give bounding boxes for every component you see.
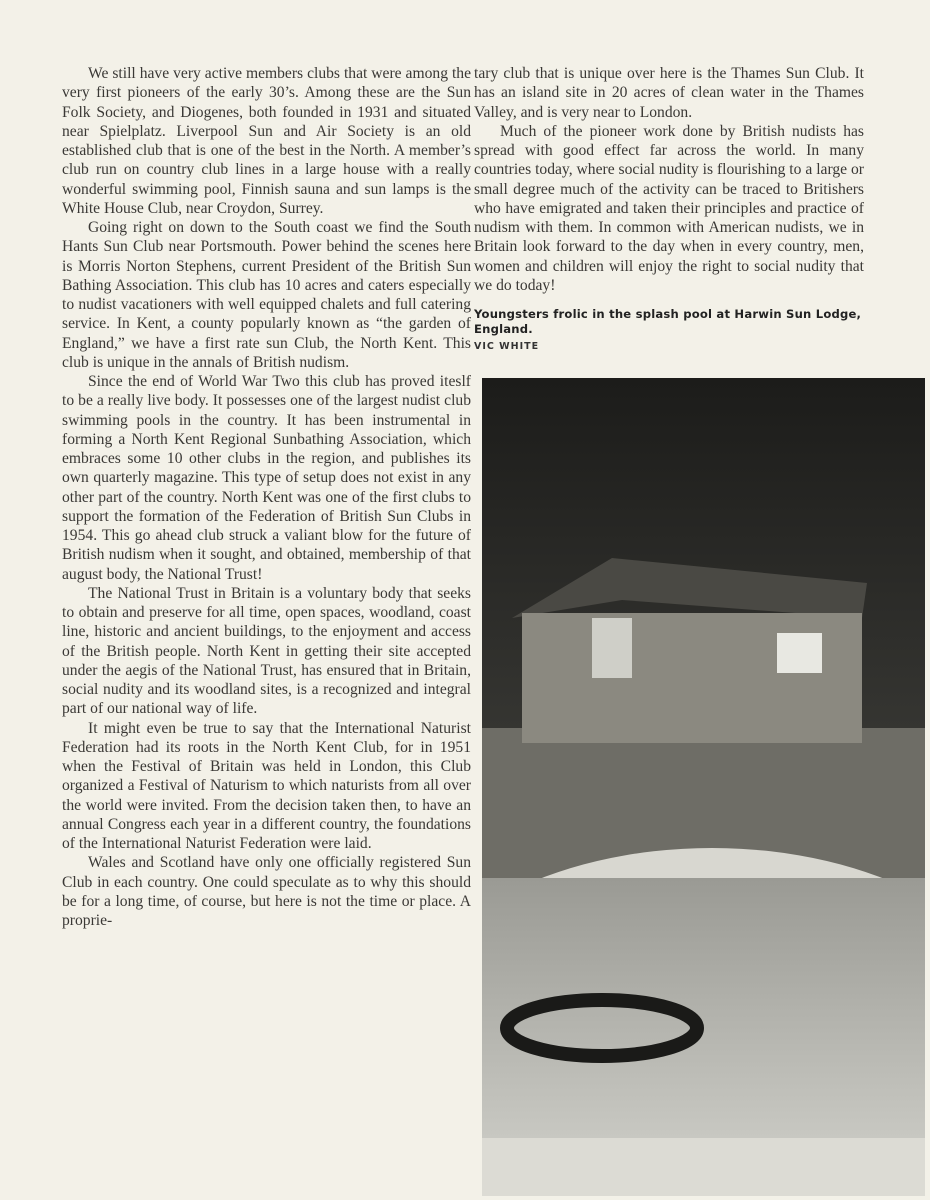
paragraph: The National Trust in Britain is a voluntary body that seeks to obtain and preserve for all time, open spaces, woodland, coast line, historic and ancient buildings, to the enjoyment and access of the British people. North Kent in getting their site accepted under the aegis of the National Trust, has ensured that in Britain, social nudity and its woodland sites, is a recognized and integral part of our national way of life. xyxy=(62,584,471,718)
photo-caption: Youngsters frolic in the splash pool at Harwin Sun Lodge, England. xyxy=(474,307,862,336)
cabin-window xyxy=(777,633,822,673)
paragraph: Going right on down to the South coast we find the South Hants Sun Club near Portsmouth. Power behind the scenes here is Morris Norton Stephens, current President of the British Sun Bathing Association. This club has 10 acres and caters especially to nudist vacationers with well equipped chalets and full catering service. In Kent, a county popularly known as “the garden of England,” we have a first rate sun Club, the North Kent. This club is unique in the annals of British nudism. xyxy=(62,219,471,371)
photograph-pool-scene xyxy=(482,378,925,1196)
paragraph: It might even be true to say that the International Naturist Federation had its roots in the North Kent Club, for in 1951 when the Festival of Britain was held in London, this Club organized a Festival of Naturism to which naturists from all over the world were invited. From the decision taken then, to have an annual Congress each year in a different country, the foundations of the International Naturist Federation were laid. xyxy=(62,719,471,852)
cabin xyxy=(522,613,862,743)
paragraph: We still have very active members clubs that were among the very first pioneers of the early 30’s. Among these are the Sun Folk Society, and Diogenes, both founded in 1931 and situated near Spielplatz. Liverpool Sun and Air Society is an old established club that is one of the best in the North. A member’s club run on country club lines in a large house with a really wonderful swimming pool, Finnish sauna and sun lamps is the White House Club, near Croydon, Surrey. xyxy=(62,65,471,217)
photo-credit: VIC WHITE xyxy=(474,341,540,352)
paragraph: Much of the pioneer work done by British nudists has spread with good effect far across the world. In many countries today, where social nudity is flourishing to a large or small degree much of the activity can be traced to Britishers who have emigrated and taken their principles and practice of nudism with them. In common with American nudists, we in Britain look forward to the day when in every country, men, women and children will enjoy the right to social nudity that we do today! xyxy=(474,122,864,294)
paragraph: Since the end of World War Two this club has proved iteslf to be a really live body. It possesses one of the largest nudist club swimming pools in the country. It has been instrumental in forming a North Kent Regional Sunbathing Association, which embraces some 10 other clubs in the region, and publishes its own quarterly magazine. This type of setup does not exist in any other part of the country. North Kent was one of the first clubs to support the formation of the Federation of British Sun Clubs in 1954. This go ahead club struck a valiant blow for the future of British nudism when it sought, and obtained, membership of that august body, the National Trust! xyxy=(62,373,471,583)
left-column xyxy=(62,64,471,930)
right-column xyxy=(474,64,864,356)
pool-edge xyxy=(482,1138,925,1196)
cabin-door xyxy=(592,618,632,678)
paragraph-continuation: tary club that is unique over here is the Thames Sun Club. It has an island site in 20 acres of clean water in the Thames Valley, and is very near to London. xyxy=(474,65,864,121)
paragraph: Wales and Scotland have only one officially registered Sun Club in each country. One could speculate as to why this should be for a long time, of course, but here is not the time or place. A proprie- xyxy=(62,854,471,929)
